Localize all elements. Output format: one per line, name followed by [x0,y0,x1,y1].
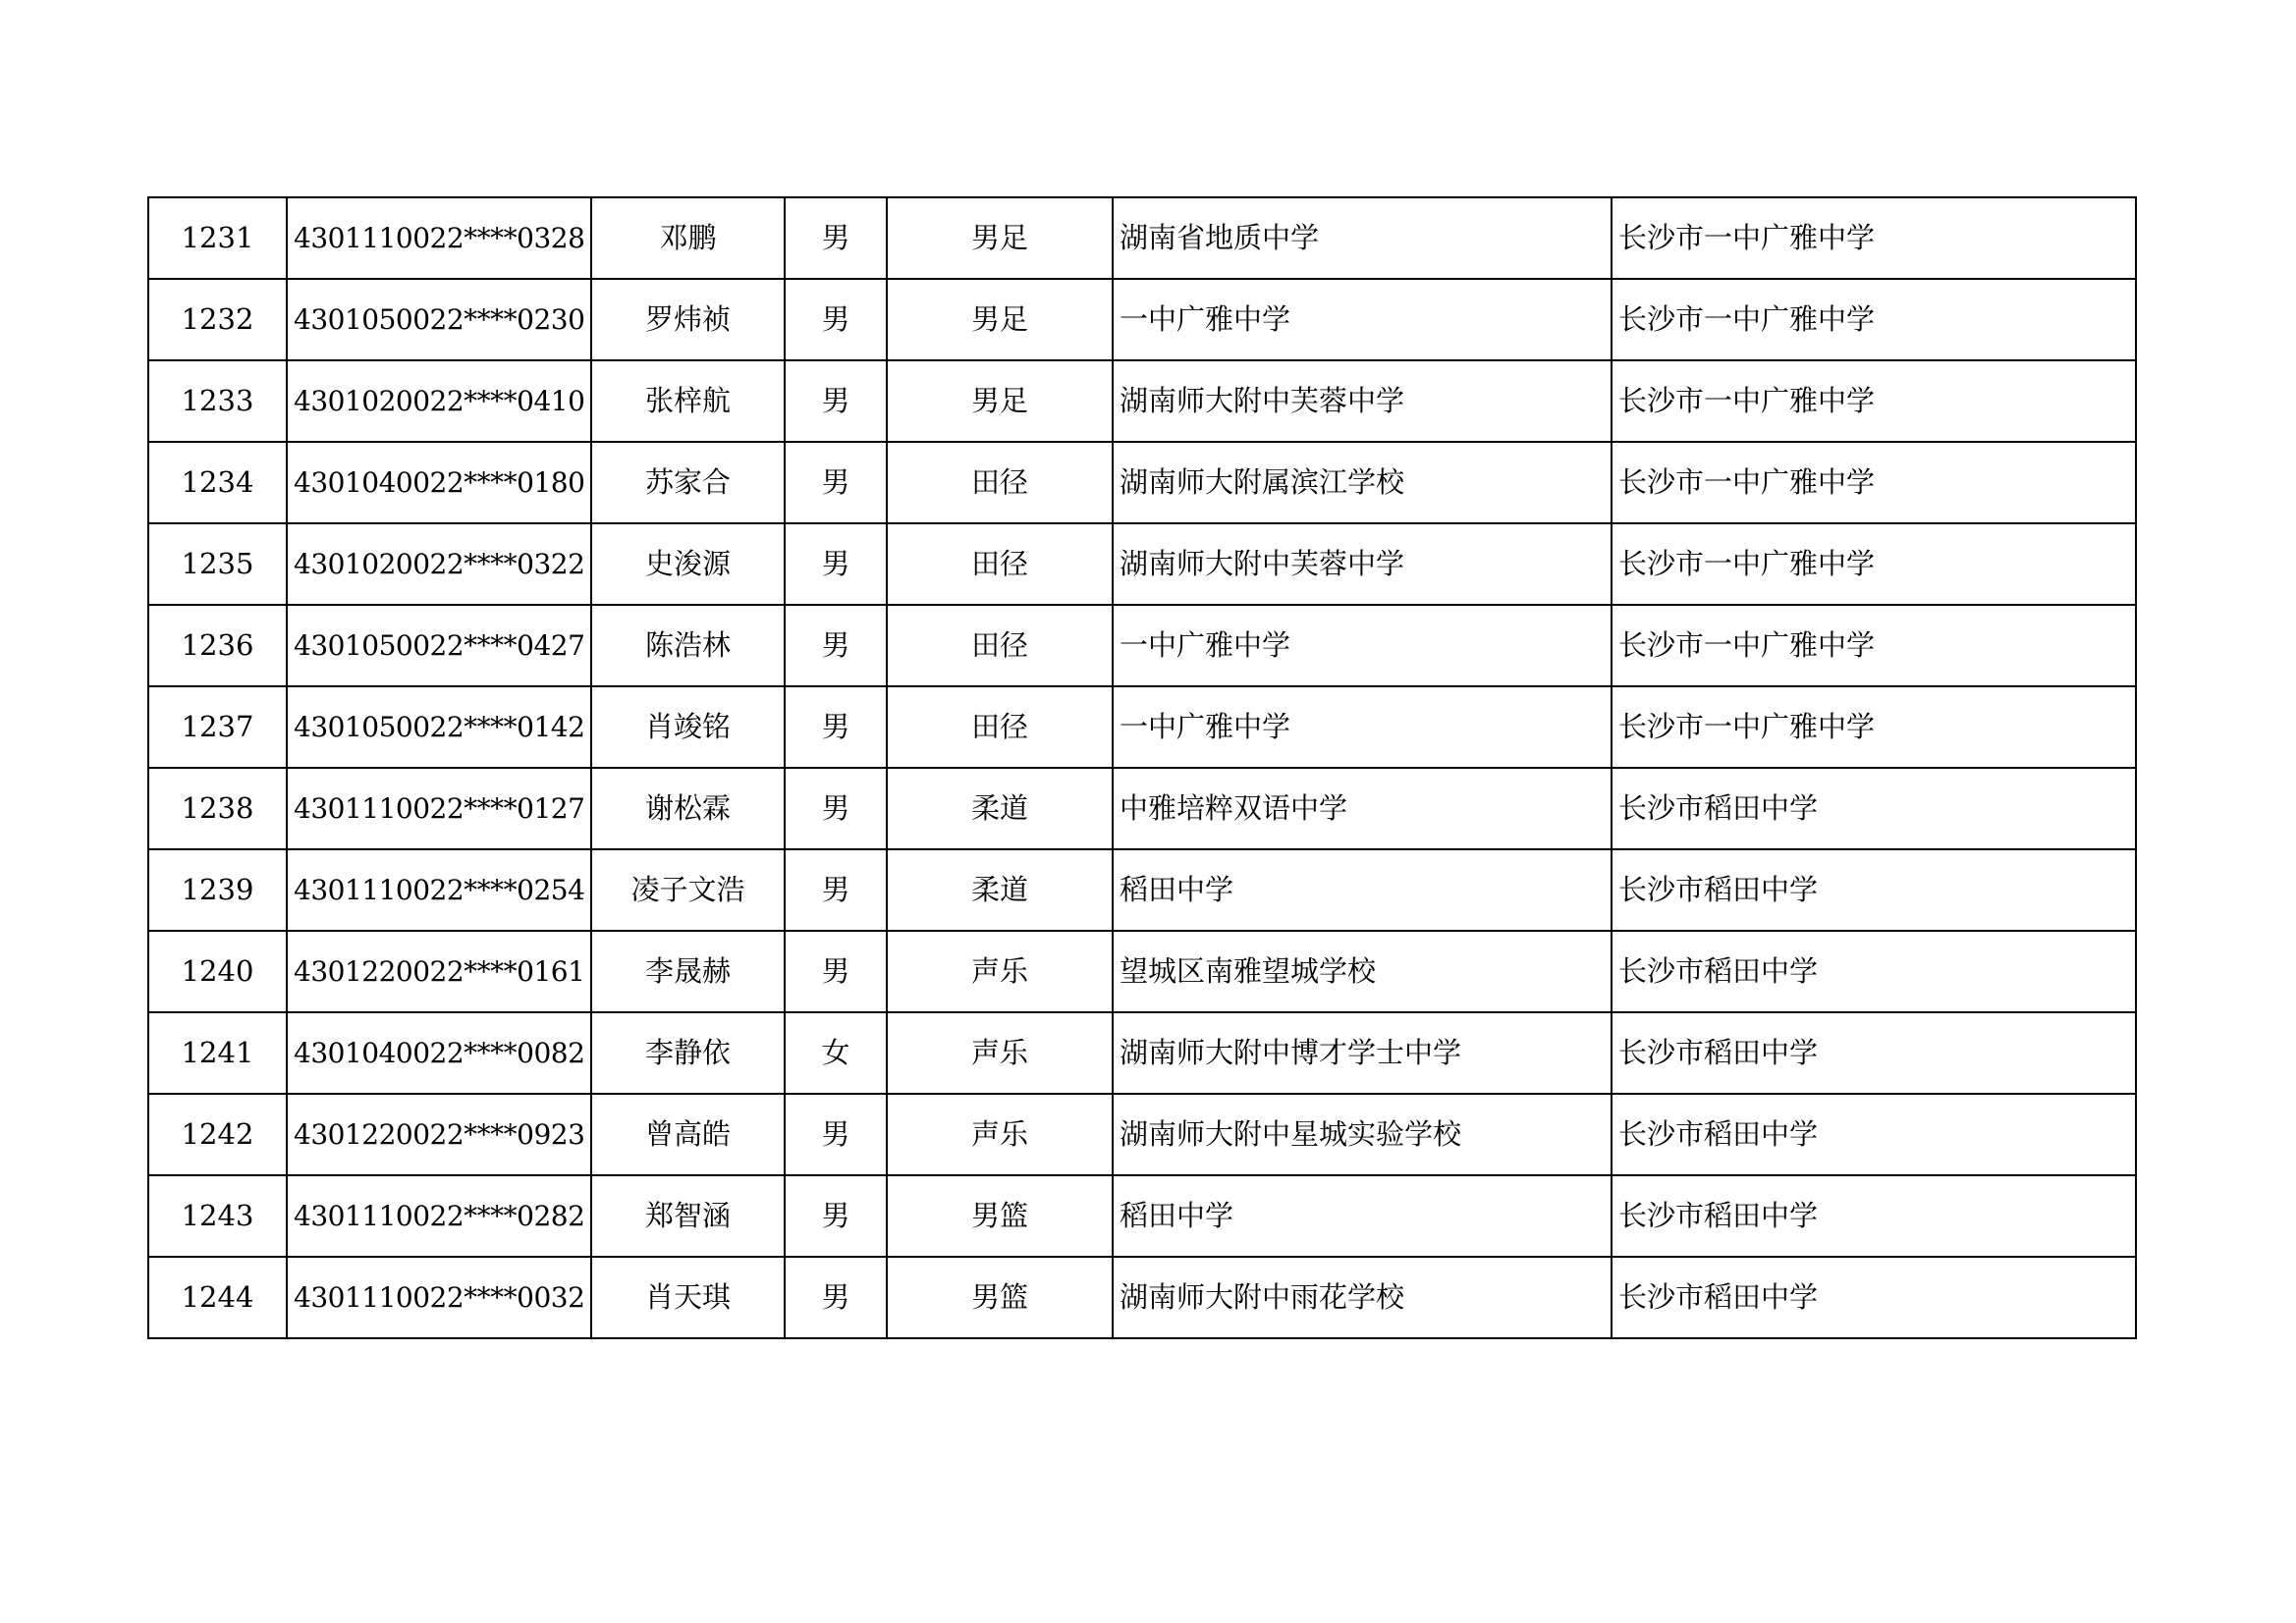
row-number-cell: 1234 [148,442,287,523]
student-name-cell: 李晟赫 [591,931,785,1012]
gender-cell: 女 [785,1012,887,1094]
student-name-cell: 郑智涵 [591,1175,785,1257]
admitted-school-cell: 长沙市一中广雅中学 [1612,360,2136,442]
row-number-cell: 1243 [148,1175,287,1257]
table-row [148,279,2136,360]
row-number-cell: 1240 [148,931,287,1012]
specialty-cell: 男篮 [887,1175,1113,1257]
graduating-school-cell: 湖南师大附中芙蓉中学 [1113,360,1612,442]
id-number-cell: 4301050022****0142 [287,686,591,768]
student-name-cell: 苏家合 [591,442,785,523]
admitted-school-cell: 长沙市一中广雅中学 [1612,442,2136,523]
graduating-school-cell: 湖南师大附中芙蓉中学 [1113,523,1612,605]
id-number-cell: 4301040022****0082 [287,1012,591,1094]
table-row [148,360,2136,442]
admitted-school-cell: 长沙市稻田中学 [1612,1012,2136,1094]
student-name-cell: 张梓航 [591,360,785,442]
table-row [148,1175,2136,1257]
specialty-cell: 男足 [887,279,1113,360]
id-number-cell: 4301050022****0230 [287,279,591,360]
table-row [148,931,2136,1012]
student-name-cell: 曾高皓 [591,1094,785,1175]
graduating-school-cell: 稻田中学 [1113,1175,1612,1257]
id-number-cell: 4301050022****0427 [287,605,591,686]
table-row [148,849,2136,931]
gender-cell: 男 [785,605,887,686]
graduating-school-cell: 一中广雅中学 [1113,279,1612,360]
table-row [148,605,2136,686]
student-name-cell: 肖竣铭 [591,686,785,768]
specialty-cell: 男足 [887,197,1113,279]
admitted-school-cell: 长沙市一中广雅中学 [1612,279,2136,360]
id-number-cell: 4301020022****0322 [287,523,591,605]
specialty-cell: 声乐 [887,1094,1113,1175]
id-number-cell: 4301110022****0127 [287,768,591,849]
gender-cell: 男 [785,279,887,360]
row-number-cell: 1238 [148,768,287,849]
row-number-cell: 1233 [148,360,287,442]
gender-cell: 男 [785,442,887,523]
student-name-cell: 谢松霖 [591,768,785,849]
gender-cell: 男 [785,197,887,279]
row-number-cell: 1237 [148,686,287,768]
id-number-cell: 4301040022****0180 [287,442,591,523]
graduating-school-cell: 湖南省地质中学 [1113,197,1612,279]
admitted-school-cell: 长沙市一中广雅中学 [1612,605,2136,686]
graduating-school-cell: 湖南师大附属滨江学校 [1113,442,1612,523]
id-number-cell: 4301110022****0328 [287,197,591,279]
specialty-cell: 男篮 [887,1257,1113,1338]
id-number-cell: 4301220022****0923 [287,1094,591,1175]
gender-cell: 男 [785,768,887,849]
id-number-cell: 4301020022****0410 [287,360,591,442]
roster-body [148,197,2136,1338]
table-row [148,442,2136,523]
specialty-cell: 声乐 [887,1012,1113,1094]
specialty-cell: 田径 [887,442,1113,523]
gender-cell: 男 [785,523,887,605]
id-number-cell: 4301110022****0254 [287,849,591,931]
student-name-cell: 凌子文浩 [591,849,785,931]
student-name-cell: 史浚源 [591,523,785,605]
admitted-school-cell: 长沙市稻田中学 [1612,1257,2136,1338]
table-row [148,768,2136,849]
row-number-cell: 1239 [148,849,287,931]
graduating-school-cell: 一中广雅中学 [1113,605,1612,686]
graduating-school-cell: 湖南师大附中博才学士中学 [1113,1012,1612,1094]
graduating-school-cell: 中雅培粹双语中学 [1113,768,1612,849]
table-row [148,686,2136,768]
id-number-cell: 4301110022****0032 [287,1257,591,1338]
specialty-cell: 田径 [887,523,1113,605]
graduating-school-cell: 望城区南雅望城学校 [1113,931,1612,1012]
graduating-school-cell: 稻田中学 [1113,849,1612,931]
specialty-cell: 柔道 [887,768,1113,849]
specialty-cell: 柔道 [887,849,1113,931]
row-number-cell: 1241 [148,1012,287,1094]
gender-cell: 男 [785,931,887,1012]
gender-cell: 男 [785,1257,887,1338]
specialty-cell: 男足 [887,360,1113,442]
row-number-cell: 1236 [148,605,287,686]
admission-roster-table [147,196,2137,1339]
student-name-cell: 肖天琪 [591,1257,785,1338]
table-row [148,523,2136,605]
row-number-cell: 1242 [148,1094,287,1175]
gender-cell: 男 [785,1175,887,1257]
table-row [148,1012,2136,1094]
admitted-school-cell: 长沙市一中广雅中学 [1612,523,2136,605]
specialty-cell: 田径 [887,605,1113,686]
id-number-cell: 4301220022****0161 [287,931,591,1012]
admitted-school-cell: 长沙市一中广雅中学 [1612,686,2136,768]
gender-cell: 男 [785,1094,887,1175]
table-row [148,197,2136,279]
student-name-cell: 陈浩林 [591,605,785,686]
row-number-cell: 1232 [148,279,287,360]
admitted-school-cell: 长沙市一中广雅中学 [1612,197,2136,279]
student-name-cell: 罗炜祯 [591,279,785,360]
gender-cell: 男 [785,849,887,931]
admitted-school-cell: 长沙市稻田中学 [1612,768,2136,849]
admitted-school-cell: 长沙市稻田中学 [1612,1175,2136,1257]
admitted-school-cell: 长沙市稻田中学 [1612,931,2136,1012]
row-number-cell: 1244 [148,1257,287,1338]
student-name-cell: 邓鹏 [591,197,785,279]
row-number-cell: 1235 [148,523,287,605]
id-number-cell: 4301110022****0282 [287,1175,591,1257]
gender-cell: 男 [785,686,887,768]
admitted-school-cell: 长沙市稻田中学 [1612,1094,2136,1175]
table-row [148,1257,2136,1338]
gender-cell: 男 [785,360,887,442]
specialty-cell: 田径 [887,686,1113,768]
graduating-school-cell: 湖南师大附中雨花学校 [1113,1257,1612,1338]
graduating-school-cell: 一中广雅中学 [1113,686,1612,768]
row-number-cell: 1231 [148,197,287,279]
table-row [148,1094,2136,1175]
student-name-cell: 李静依 [591,1012,785,1094]
graduating-school-cell: 湖南师大附中星城实验学校 [1113,1094,1612,1175]
specialty-cell: 声乐 [887,931,1113,1012]
admitted-school-cell: 长沙市稻田中学 [1612,849,2136,931]
